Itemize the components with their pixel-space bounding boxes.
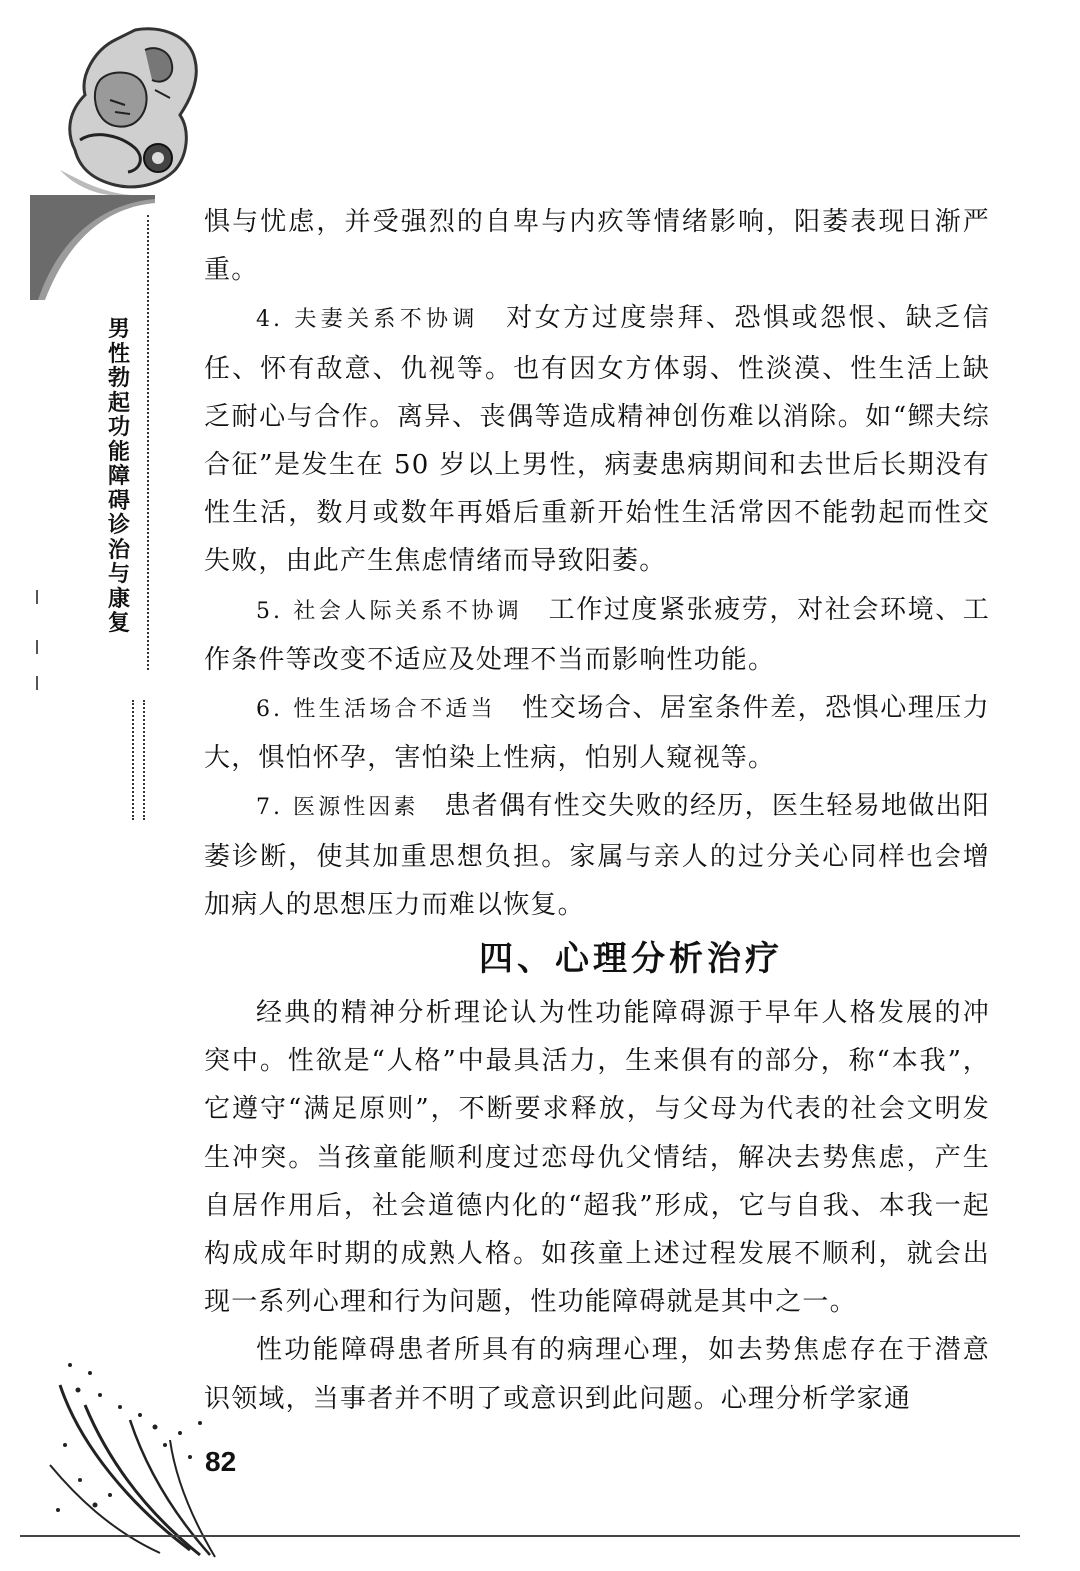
margin-tick <box>36 590 38 604</box>
vertical-dotted-rule <box>147 215 149 670</box>
item-heading: 7. 医源性因素 <box>256 795 419 821</box>
footer-rule <box>20 1535 1020 1537</box>
paragraph: 性功能障碍患者所具有的病理心理，如去势焦虑存在于潜意识领域，当事者并不明了或意识到此问题。心理分析学家通 <box>204 1335 990 1414</box>
section-heading: 四、心理分析治疗 <box>479 939 783 980</box>
body-text <box>204 198 990 1423</box>
item-heading: 6. 性生活场合不适当 <box>256 697 496 723</box>
corner-ornament <box>30 195 160 305</box>
list-item-5 <box>204 586 990 684</box>
margin-tick <box>36 676 38 690</box>
item-heading: 4. 夫妻关系不协调 <box>256 307 479 333</box>
list-item-6 <box>204 684 990 782</box>
vertical-dotted-rule <box>132 700 134 820</box>
item-text: 性交场合、居室条件差，恐惧心理压力大，惧怕怀孕，害怕染上性病，怕别人窥视等。 <box>204 693 990 774</box>
grass-ornament <box>40 1345 230 1565</box>
paragraph: 惧与忧虑，并受强烈的自卑与内疚等情绪影响，阳萎表现日渐严重。 <box>204 207 990 286</box>
paragraph: 经典的精神分析理论认为性功能障碍源于早年人格发展的冲突中。性欲是“人格”中最具活力，生来俱有的部分，称“本我”，它遵守“满足原则”，不断要求释放，与父母为代表的社会文明发生冲突。当孩童能顺利度过恋母仇父情结，解决去势焦虑，产生自居作用后，社会道德内化的“超我”形成，它与自我、本我一起构成成年时期的成熟人格。如孩童上述过程发展不顺利，就会出现一系列心理和行为问题，性功能障碍就是其中之一。 <box>204 998 990 1318</box>
item-text: 工作过度紧张疲劳，对社会环境、工作条件等改变不适应及处理不当而影响性功能。 <box>204 594 991 675</box>
list-item-4 <box>204 294 990 585</box>
item-text: 对女方过度崇拜、恐惧或怨恨、缺乏信任、怀有敌意、仇视等。也有因女方体弱、性淡漠、性生活上缺乏耐心与合作。离异、丧偶等造成精神创伤难以消除。如“鳏夫综合征”是发生在 50 岁以上男性，病妻患病期间和去世后长期没有性生活，数月或数年再婚后重新开始性生活常因不能勃起而性交失败，由此产生焦虑情绪而导致阳萎。 <box>204 303 991 577</box>
strongman-illustration <box>40 20 210 200</box>
item-text: 患者偶有性交失败的经历，医生轻易地做出阳萎诊断，使其加重思想负担。家属与亲人的过分关心同样也会增加病人的思想压力而难以恢复。 <box>204 791 990 920</box>
running-book-title: 男性勃起功能障碍诊治与康复 <box>107 317 130 636</box>
list-item-7 <box>204 782 990 929</box>
item-heading: 5. 社会人际关系不协调 <box>256 598 523 624</box>
margin-tick <box>36 640 38 654</box>
page-number: 82 <box>205 1446 237 1477</box>
vertical-dotted-rule <box>143 700 145 820</box>
